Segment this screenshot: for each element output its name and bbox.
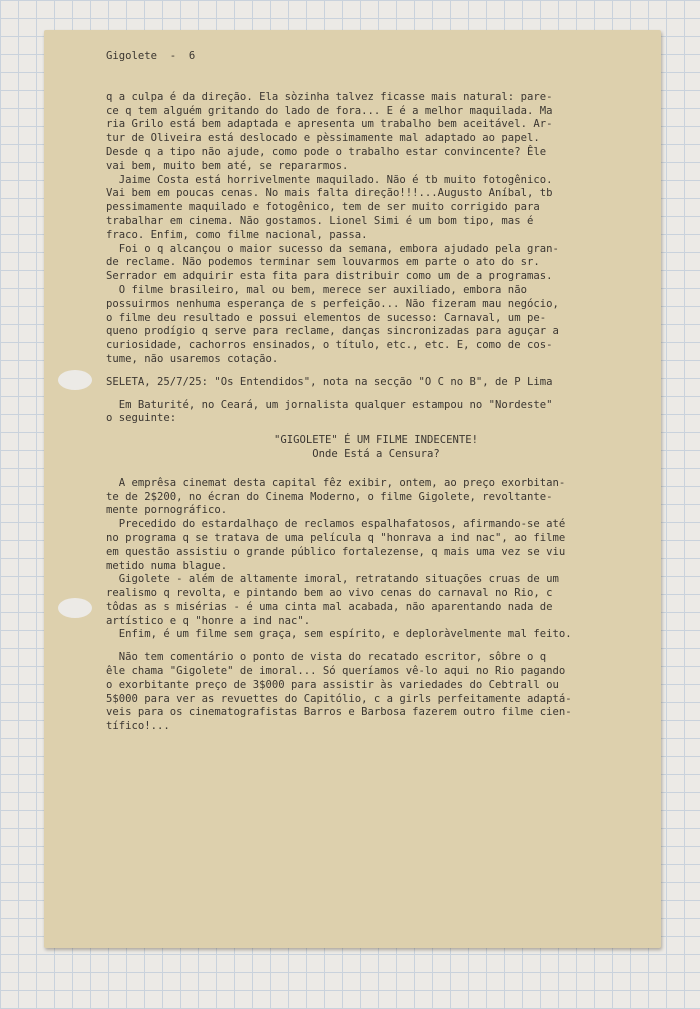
text-line: te de 2$200, no écran do Cinema Moderno, o filme Gigolete, revoltante- xyxy=(106,490,553,503)
text-line: o exorbitante preço de 3$000 para assistir às variedades do Cebtrall ou xyxy=(106,678,559,691)
text-line: ria Grilo está bem adaptada e apresenta um trabalho bem aceitável. Ar- xyxy=(106,118,553,131)
punch-hole xyxy=(58,598,92,618)
review-paragraph xyxy=(106,91,646,367)
text-line: 5$000 para ver as revuettes do Capitólio, c a girls perfeitamente adaptá- xyxy=(106,692,572,705)
closing-paragraph xyxy=(106,651,646,734)
text-line: tôdas as s misérias - é uma cinta mal acabada, não aparentando nada de xyxy=(106,600,553,613)
punch-hole xyxy=(58,370,92,390)
quoted-headline xyxy=(106,434,646,462)
text-line: trabalhar em cinema. Não gostamos. Lionel Simi é um bom tipo, mas é xyxy=(106,214,534,227)
text-line: q a culpa é da direção. Ela sòzinha talvez ficasse mais natural: pare- xyxy=(106,90,553,103)
typewritten-page xyxy=(44,30,661,948)
text-line: metido numa blague. xyxy=(106,559,228,572)
text-line: tífico!... xyxy=(106,720,170,733)
text-line: Enfim, é um filme sem graça, sem espírito, e deploràvelmente mal feito. xyxy=(106,628,572,641)
text-line: Serrador em adquirir esta fita para distribuir como um de a programas. xyxy=(106,270,553,283)
text-line: no programa q se tratava de uma película q "honrava a ind nac", ao filme xyxy=(106,531,566,544)
text-line: A emprêsa cinemat desta capital fêz exibir, ontem, ao preço exorbitan- xyxy=(106,476,566,489)
text-line: Vai bem em poucas cenas. No mais falta direção!!!...Augusto Aníbal, tb xyxy=(106,187,553,200)
text-line: de reclame. Não podemos terminar sem louvarmos em parte o ato do sr. xyxy=(106,256,540,269)
text-line: realismo q revolta, e pintando bem ao vivo cenas do carnaval no Rio, c xyxy=(106,587,553,600)
quoted-article xyxy=(106,477,646,643)
text-line: Foi o q alcançou o maior sucesso da semana, embora ajudado pela gran- xyxy=(106,242,559,255)
text-line: pessimamente maquilado e fotogênico, tem de ser muito corrigido para xyxy=(106,201,540,214)
text-line: Jaime Costa está horrivelmente maquilado. Não é tb muito fotogênico. xyxy=(106,173,553,186)
text-line: êle chama "Gigolete" de imoral... Só queríamos vê-lo aqui no Rio pagando xyxy=(106,665,566,678)
text-line: Em Baturité, no Ceará, um jornalista qualquer estampou no "Nordeste" xyxy=(106,398,553,411)
text-line: vai bem, muito bem até, se repararmos. xyxy=(106,159,349,172)
text-line: possuirmos nenhuma esperança de s perfeição... Não fizeram mau negócio, xyxy=(106,297,559,310)
text-line: fraco. Enfim, como filme nacional, passa. xyxy=(106,228,368,241)
text-line: veis para os cinematografistas Barros e Barbosa fazerem outro filme cien- xyxy=(106,706,572,719)
text-line: ce q tem alguém gritando do lado de fora... E é a melhor maquilada. Ma xyxy=(106,104,553,117)
typed-text xyxy=(106,50,646,734)
text-line: O filme brasileiro, mal ou bem, merece ser auxiliado, embora não xyxy=(106,283,527,296)
text-line: Não tem comentário o ponto de vista do recatado escritor, sôbre o q xyxy=(106,651,547,664)
intro-paragraph xyxy=(106,399,646,427)
text-line: tur de Oliveira está deslocado e pèssimamente mal adaptado ao papel. xyxy=(106,132,540,145)
page-header: Gigolete - 6 xyxy=(106,50,196,62)
text-line: Desde q a tipo não ajude, como pode o trabalho estar convincente? Êle xyxy=(106,145,547,158)
headline-title: "GIGOLETE" É UM FILME INDECENTE! xyxy=(273,434,479,447)
text-line: em questão assistiu o grande público fortalezense, q mais uma vez se viu xyxy=(106,545,566,558)
text-line: Precedido do estardalhaço de reclamos espalhafatosos, afirmando-se até xyxy=(106,518,566,531)
text-line: o seguinte: xyxy=(106,412,177,425)
text-line: curiosidade, cachorros ensinados, o título, etc., etc. E, como de cos- xyxy=(106,339,553,352)
text-line: o filme deu resultado e possui elementos de sucesso: Carnaval, um pe- xyxy=(106,311,547,324)
text-line: queno prodígio q serve para reclame, danças sincronizadas para aguçar a xyxy=(106,325,559,338)
text-line: artístico e q "honre a ind nac". xyxy=(106,614,311,627)
source-citation: SELETA, 25/7/25: "Os Entendidos", nota na secção "O C no B", de P Lima xyxy=(106,375,553,388)
headline-subtitle: Onde Está a Censura? xyxy=(312,447,440,460)
text-line: tume, não usaremos cotação. xyxy=(106,352,279,365)
text-line: Gigolete - além de altamente imoral, retratando situações cruas de um xyxy=(106,573,559,586)
text-line: mente pornográfico. xyxy=(106,504,228,517)
